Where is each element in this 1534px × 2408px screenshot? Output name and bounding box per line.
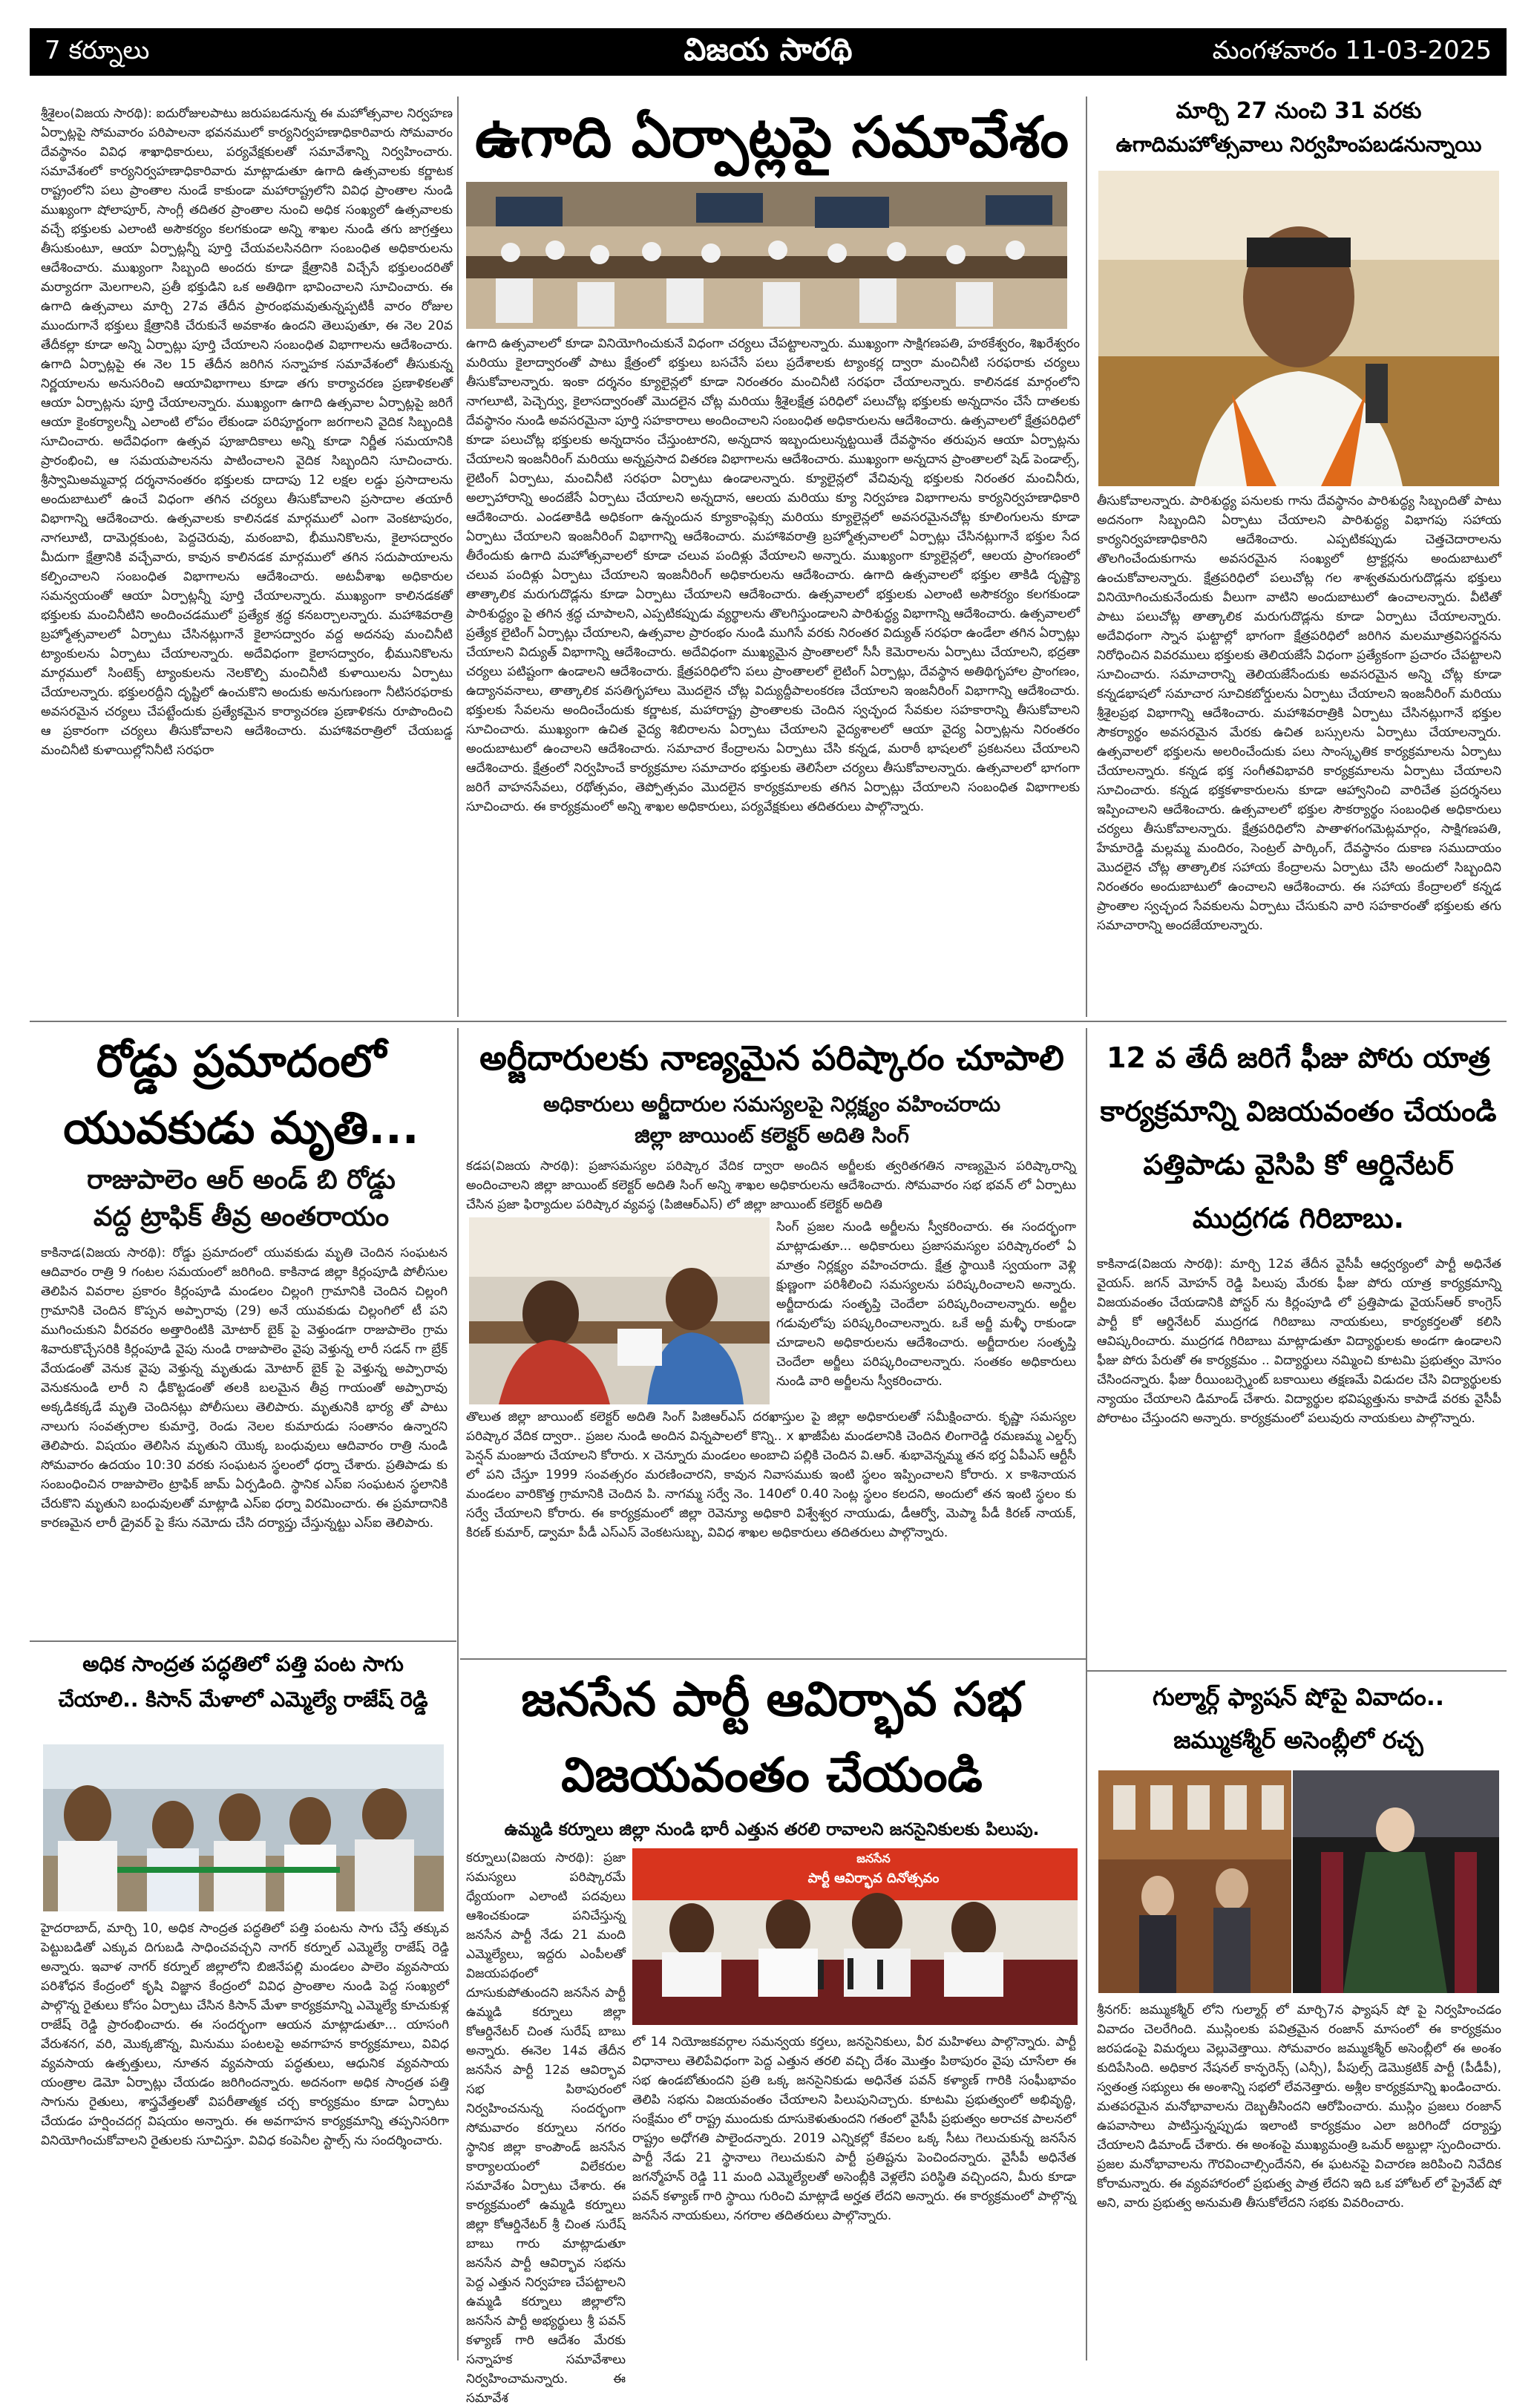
column-divider [1086, 96, 1087, 1017]
road-headline-2: యువకుడు మృతి... [63, 1102, 419, 1154]
padayatra-headline-2: కార్యక్రమాన్ని విజయవంతం చేయండి [1100, 1095, 1497, 1128]
janasena-column-2: లో 14 నియోజకవర్గాల సమన్వయ కర్తలు, జనసైనికులు, వీర మహిళలు పాల్గొన్నారు. పార్టీ విధానాలు తెలిపేవిధంగా పెద్ద ఎత్తున తరలి వచ్చి దేశం మొత్తం పిఠాపురం వైపు చూసేలా ఈ సభ ఉండబోతుందని ప్రతి ఒక్క జనసైనికుడు అధినేత పవన్ కళ్యాణ్ గారికి సంఘీభావం తెలిపి సభను విజయవంతం చేయాలని పిలుపునిచ్చారు. కూటమి ప్రభుత్వంలో అభివృద్ధి, సంక్షేమం లో రాష్ట్ర ముందుకు దూసుకెళుతుందని గతంలో వైసీపీ ప్రభుత్వం అరాచక పాలనలో రాష్ట్రం అధోగతి పాలైందన్నారు. 2019 ఎన్నికల్లో కేవలం ఒక్క సీటు గెలుచుకున్న జనసేన పార్టీ నేడు 21 స్థానాలు గెలుచుకుని పార్టీ ప్రతిష్టను పెంచిందన్నారు. వైసీపీ అధినేత జగన్మోహన్ రెడ్డి 11 మంది ఎమ్మెల్యేలతో అసెంబ్లీకి వెళ్లలేని పరిస్థితి వచ్చిందని, మీరు కూడా పవన్ కళ్యాణ్ గారి స్థాయి గురించి మాట్లాడే అర్హత లేదని అన్నారు. ఈ కార్యక్రమంలో పాల్గొన్న జనసేన నాయకులు, నగరాల తదితరులు పాల్గొన్నారు. [632, 2035, 1076, 2223]
masthead-title: విజయ సారథి [684, 31, 853, 68]
padayatra-body: కాకినాడ(విజయ సారథి): మార్చి 12వ తేదీన వైసీపీ ఆధ్వర్యంలో పార్టీ అధినేత వైయస్. జగన్ మోహన్ రెడ్డి పిలుపు మేరకు ఫీజు పోరు యాత్ర కార్యక్రమాన్ని విజయవంతం చేయడానికి పోస్టర్ ను కిర్లంపూడి లో ప్రత్తిపాడు వైయస్ఆర్ కాంగ్రెస్ పార్టీ కో ఆర్డినేటర్ ముద్రగడ గిరిబాబు నాయకులు, కార్యకర్తలతో కలిసి ఆవిష్కరించారు. ముద్రగడ గిరిబాబు మాట్లాడుతూ విద్యార్థులకు అండగా ఉండాలని ఫీజు పోరు పేరుతో ఈ కార్యక్రమం .. విద్యార్థులు నమ్మించి కూటమి ప్రభుత్వం మోసం చేసిందన్నారు. ఫీజు రీయింబర్స్మెంట్ బకాయిలు తక్షణమే విడుదల చేసి విద్యార్థులకు న్యాయం చేయాలని డిమాండ్ చేశారు. విద్యార్థుల భవిష్యత్తును కాపాడే వరకు వైసీపీ పోరాటం చేస్తుందని అన్నారు. కార్యక్రమంలో పలువురు నాయకులు పాల్గొన్నారు. [1097, 1257, 1501, 1426]
section-divider [30, 1640, 456, 1642]
ugadi-subhead-2: ఉగాదిమహోత్సవాలు నిర్వహింపబడనున్నాయి [1115, 132, 1482, 157]
grievance-body-top: కడప(విజయ సారథి): ప్రజాసమస్యల పరిష్కార వేదిక ద్వారా అందిన అర్జీలకు త్వరితగతిన నాణ్యమైన పరిష్కారాన్ని అందించాలని జిల్లా జాయింట్ కలెక్టర్ అదితి సింగ్ అన్ని శాఖల అధికారులను ఆదేశించారు. సోమవారం సభ భవన్ లో ఏర్పాటు చేసిన ప్రజా ఫిర్యాదుల పరిష్కార వ్యవస్థ (పిజిఆర్ఎస్) లో జిల్లా జాయింట్ కలెక్టర్ అదితి [466, 1159, 1076, 1212]
column-divider [1086, 1028, 1087, 2360]
grievance-subhead-1: అధికారులు అర్జీదారుల సమస్యలపై నిర్లక్ష్యం వహించరాదు [543, 1092, 1001, 1116]
column-divider [457, 96, 459, 1017]
section-divider [1087, 1670, 1507, 1672]
farm-headline-1: అధిక సాంద్రత పద్ధతిలో పత్తి పంట సాగు [82, 1652, 404, 1676]
banner-subtitle: పార్టీ ఆవిర్భావ దినోత్సవం [807, 1871, 940, 1886]
farm-body: హైదరాబాద్, మార్చి 10, అధిక సాంద్రత పద్ధతిలో పత్తి పంటను సాగు చేస్తే తక్కువ పెట్టుబడితో ఎక్కువ దిగుబడి సాధించవచ్చని నాగర్ కర్నూల్ ఎమ్మెల్యే రాజేష్ రెడ్డి అన్నారు. ఇవాళ నాగర్ కర్నూల్ జిల్లాలోని బిజినేపల్లి మండలం పాలెం వ్యవసాయ పరిశోధన కేంద్రంలో కృషి విజ్ఞాన కేంద్రంలో వివిధ ప్రాంతాల నుండి పెద్ద సంఖ్యలో పాల్గొన్న రైతులు కోసం ఏర్పాటు చేసిన కిసాన్ మేళా కార్యక్రమాన్ని ఎమ్మెల్యే కూచుకుళ్ల రాజేష్ రెడ్డి ప్రారంభించారు. ఈ సందర్భంగా ఆయన మాట్లాడుతూ... యాసంగి వేరుశనగ, వరి, మొక్కజొన్న, మినుము పంటలపై అవగాహన కార్యక్రమాలు, వివిధ వ్యవసాయ ఉత్పత్తులు, నూతన వ్యవసాయ పద్ధతులు, ఆధునిక వ్యవసాయ యంత్రాల డెమో ఏర్పాట్లు చేయడం జరిగిందన్నారు. అదనంగా అధిక సాంద్రత పత్తి సాగును రైతులు, శాస్త్రవేత్తలతో విపరీతాత్మక చర్చ కార్యక్రమం కూడా ఏర్పాటు చేయడం హర్షించదగ్గ విషయం అన్నారు. ఈ అవగాహన కార్యక్రమాన్ని తప్పనిసరిగా వినియోగించుకోవాలని రైతులకు సూచిస్తూ. వివిధ కంపెనీల స్టాల్స్ ను సందర్శించారు. [41, 1921, 449, 2148]
banner-label: జనసేన [856, 1851, 891, 1865]
grievance-subhead-2: జిల్లా జాయింట్ కలెక్టర్ అదితి సింగ్ [635, 1123, 909, 1148]
gulmarg-body: శ్రీనగర్: జమ్ముకశ్మీర్ లోని గుల్మార్గ్ లో మార్చి7న ఫ్యాషన్ షో పై నిర్వహించడం వివాదం చెలరేగింది. ముస్లింలకు పవిత్రమైన రంజాన్ మాసంలో ఈ కార్యక్రమం జరపడంపై విమర్శలు వెల్లువెత్తాయి. సోమవారం జమ్ముకశ్మీర్ అసెంబ్లీలో ఈ అంశం కుదిపేసింది. అధికార నేషనల్ కాన్ఫరెన్స్ (ఎన్సీ), పీపుల్స్ డెమొక్రటిక్ పార్టీ (పీడీపీ), స్వతంత్ర సభ్యులు ఈ అంశాన్ని సభలో లేవనెత్తారు. అశ్లీల కార్యక్రమాన్ని ఖండించారు. మతపరమైన మనోభావాలను దెబ్బతీసిందని ఆరోపించారు. ముస్లిం ప్రజలు రంజాన్ ఉపవాసాలు పాటిస్తున్నప్పుడు ఇలాంటి కార్యక్రమం ఎలా జరిగిందో దర్యాప్తు చేయాలని డిమాండ్ చేశారు. ఈ అంశంపై ముఖ్యమంత్రి ఒమర్ అబ్దుల్లా స్పందించారు. ప్రజల మనోభావాలను గౌరవించాల్సిందేనని, ఈ ఘటనపై విచారణ జరిపించి నివేదిక కోరామన్నారు. ఈ వ్యవహారంలో ప్రభుత్వ పాత్ర లేదని ఇది ఒక హోటల్ లో ప్రైవేట్ షో అని, వారు ప్రభుత్వ అనుమతి తీసుకోలేదని సభకు వివరించారు. [1097, 2003, 1501, 2211]
janasena-headline-2: విజయవంతం చేయండి [561, 1748, 983, 1803]
masthead-bar [30, 28, 1507, 76]
ugadi-column-1: శ్రీశైలం(విజయ సారథి): ఐదురోజులపాటు జరుపబడనున్న ఈ మహోత్సవాల నిర్వహణ ఏర్పాట్లపై సోమవారం పరిపాలనా భవనములో కార్యనిర్వహణాధికారివారు సోమవారం దేవస్థానం వివిధ శాఖాధికారులు, పర్యవేక్షకులతో సమావేశాన్ని నిర్వహించారు. సమావేశంలో కార్యనిర్వహణాధికారివారు మాట్లాడుతూ ఉగాది ఉత్సవాలకు కర్ణాటక రాష్ట్రంలోని పలు ప్రాంతాల నుండే కాకుండా మహారాష్ట్రలోని వివిధ ప్రాంతాల నుండి ముఖ్యంగా షోలాపూర్, సాంగ్లీ తదితర ప్రాంతాల నుంచి అధిక సంఖ్యలో ఉత్సవాలకు వచ్చే భక్తులకు ఎలాంటి అసౌకర్యం కలగకుండా అన్ని శాఖల నుండి తగు జాగ్రత్తలు తీసుకుంటూ, ఆయా ఏర్పాట్లన్నీ పూర్తి చేయవలసినదిగా సంబంధిత అధికారులను ఆదేశించారు. ముఖ్యంగా సిబ్బంది అందరు కూడా క్షేత్రానికి విచ్చేసే భక్తులందరితో మర్యాదగా మెలగాలని, ప్రతీ భక్తుడిని ఒక అతిథిగా భావించాలని సూచించారు. ఈ ఉగాది ఉత్సవాలు మార్చి 27వ తేదీన ప్రారంభమవుతున్నప్పటికీ వారం రోజుల ముందుగానే భక్తులు క్షేత్రానికి చేరుకునే అవకాశం ఉందని తెలుపుతూ, ఈ నెల 20వ తేదీకల్లా కూడా అన్ని ఏర్పాట్లు పూర్తి చేయాలని సంబంధిత విభాగాలను ఆదేశించారు. ఉగాది ఏర్పాట్లపై ఈ నెల 15 తేదీన జరిగిన సన్నాహక సమావేశంలో తీసుకున్న నిర్ణయాలను అనుసరించి ఆయావిభాగాలు కూడా తగు కార్యాచరణ ప్రణాళికలతో ఆయా ఏర్పాట్లను పూర్తి చేయాలన్నారు. ముఖ్యంగా ఉగాది ఉత్సవాల ఏర్పాట్లపై జరిగే ఆయా కైంకర్యాలన్నీ ఎలాంటి లోపం లేకుండా పరిపూర్ణంగా జరగాలని వైదిక సిబ్బందికి సూచించారు. అదేవిధంగా ఉత్సవ పూజాదికాలు అన్ని కూడా నిర్ణీత సమయానికి ప్రారంభించి, ఆ సమయపాలనను పాటించాలని వైదిక సిబ్బందిని సూచించారు. శ్రీస్వామిఅమ్మవార్ల దర్శనానంతరం భక్తులకు దాదాపు 12 లక్షల లడ్డు ప్రసాదాలను అందుబాటులో ఉంచే విధంగా తగిన చర్యలు తీసుకోవాలని ప్రసాదాల తయారీ విభాగాన్ని ఆదేశించారు. ఉత్సవాలకు కాలినడక మార్గములో ఎంగా వెంకటాపురం, నాగలూటి, దామెర్లకుంట, పెద్దచెరువు, మఠంబావి, భీమునికొలను, కైలాసద్వారం మీదుగా క్షేత్రానికి వచ్చేవారు, కావున కాలినడక మార్గములో తగిన సదుపాయాలను కల్పించాలని సంబంధిత విభాగాలను ఆదేశించారు. అటవీశాఖ అధికారుల సమన్వయంతో ఆయా ఏర్పాట్లన్నీ పూర్తి చేయాలన్నారు. ముఖ్యంగా కాలినడకతో భక్తులకు మంచినీటిని అందించడములో ప్రత్యేక శ్రద్ధ కనబర్చాలన్నారు. మహాశివరాత్రి బ్రహ్మోత్సవాలలో ఏర్పాటు చేసినట్లుగానే కైలాసద్వారం వద్ద అదనపు మంచినీటి ట్యాంకులను ఏర్పాటు చేయాలన్నారు. అదేవిధంగా కైలాసద్వారం, భీమునికొలను మార్గములో సింటెక్స్ ట్యాంకులను నెలకొల్పి మంచినీటి కుళాయిలను ఏర్పాటు చేయాలన్నారు. భక్తులరద్దీని దృష్టిలో ఉంచుకొని అందుకు అనుగుణంగా నీటిసరఫరాకు అవసరమైన చర్యలు చేపట్టేందుకు ప్రత్యేకమైన కార్యాచరణ ప్రణాళికను రూపొందించి ఆ ప్రకారంగా చర్యలు తీసుకోవాలని ఆదేశించారు. మహాశివరాత్రిలో చేయబడ్డ మంచినీటి కుళాయిల్లోనినీటి సరఫరా [41, 106, 453, 758]
padayatra-headline-4: ముద్రగడ గిరిబాబు. [1192, 1202, 1405, 1234]
road-body: కాకినాడ(విజయ సారథి): రోడ్డు ప్రమాదంలో యువకుడు మృతి చెందిన సంఘటన ఆదివారం రాత్రి 9 గంటల సమయంలో జరిగింది. కాకినాడ జిల్లా కిర్లంపూడి పోలీసుల తెలిపిన వివరాల ప్రకారం కిర్లంపూడి మండలం చిల్లంగి గ్రామానికి చెందిన చిల్లంగి గ్రామానికి చెందిన కొప్పన అప్పారావు (29) అనే యువకుడు చిల్లంగిలో టీ పని ముగించుకుని వీరవరం అత్తారింటికి మోటార్ బైక్ పై వెళ్తుండగా రాజుపాలెం గ్రామ శివారుకొచ్చేసరికి కిర్లంపూడి వైపు నుండి రాజుపాలెం వైపు వెళ్తున్న లారీ సడన్ గా బ్రేక్ వేయడంతో వెనుక వైపు వెళ్తున్న మృతుడు మోటార్ బైక్ పై వెళ్తున్న అప్పారావు వెనుకనుండి లారీ ని ఢీకొట్టడంతో తలకి బలమైన తీవ్ర గాయంతో అప్పారావు అక్కడికక్కడే మృతి చెందినట్లు పోలీసులు తెలిపారు. మృతునికి భార్య తో పాటు నాలుగు సంవత్సరాల కుమార్తె, రెండు నెలల కుమారుడు సంతానం ఉన్నారని తెలిపారు. విషయం తెలిసిన మృతుని యొక్క బంధువులు ఆదివారం రాత్రి నుండి సోమవారం ఉదయం 10:30 వరకు సంఘటన స్థలంలో ధర్నా చేశారు. ప్రతిపాడు కు సంబంధించిన రాజుపాలెం ట్రాఫిక్ జామ్ ఏర్పడింది. స్థానిక ఎస్ఐ సంఘటన స్థలానికి చేరుకొని మృతుని బంధువులతో మాట్లాడి ఎస్ఐ ధర్నా విరమించారు. ఈ ప్రమాదానికి కారణమైన లారీ డ్రైవర్ పై కేసు నమోదు చేసి దర్యాప్తు చేస్తున్నట్టు ఎస్ఐ తెలిపారు. [41, 1246, 448, 1531]
grievance-meeting-photo [469, 1217, 770, 1404]
gulmarg-headline-1: గుల్మార్గ్ ఫ్యాషన్ షోపై వివాదం.. [1152, 1683, 1445, 1711]
ribbon-cutting-photo [43, 1744, 444, 1911]
grievance-body-bottom: తొలుత జిల్లా జాయింట్ కలెక్టర్ అదితి సింగ్ పిజిఆర్ఎస్ దరఖాస్తుల పై జిల్లా అధికారులతో సమీక్షించారు. కృష్ణా సమస్యల పరిష్కార వేదిక ద్వారా.. ప్రజల నుండి అందిన విన్నపాలలో కొన్ని.. x ఖాజీపేట మండలానికి చెందిన లింగారెడ్డి రమణమ్మ ఎల్డర్స్ పెన్షన్ మంజూరు చేయాలని కోరారు. x చెన్నూరు మండలం అంబాచి పల్లికి చెందిన వి.ఆర్. శుభావెన్నమ్మ తన భర్త ఏపీఎస్ ఆర్టీసీ లో పని చేస్తూ 1999 సంవత్సరం మరణించారని, కావున నివాసముకు ఇంటి స్థలం ఇప్పించాలని కోరారు. x కాశినాయన మండలం వారికొత్త గ్రామానికి చెందిన పి. నాగమ్మ సర్వే నెం. 140లో 0.40 సెంట్ల స్థలం కలదని, అందులో తన ఇంటి స్థలం కు సర్వే చేయాలని కోరారు. ఈ కార్యక్రమంలో జిల్లా రెవెన్యూ అధికారి విశ్వేశ్వర నాయుడు, డీఆర్వో, మెప్మా పీడీ కిరణ్ నాయక్, కిరణ్ కుమార్, డ్వామా పీడీ ఎస్ఎస్ వెంకటసుబ్బ, వివిధ శాఖల అధికారులు తదితరులు పాల్గొన్నారు. [466, 1410, 1076, 1540]
road-subhead-2: వద్ద ట్రాఫిక్ తీవ్ర అంతరాయం [93, 1202, 390, 1232]
ugadi-headline: ఉగాది ఏర్పాట్లపై సమావేశం [474, 104, 1069, 170]
gulmarg-headline-2: జమ్ముకశ్మీర్ అసెంబ్లీలో రచ్చ [1173, 1726, 1423, 1754]
press-meet-photo [632, 1848, 1078, 2025]
meeting-hall-photo [466, 182, 1067, 329]
page-label: 7 కర్నూలు [45, 36, 150, 65]
janasena-column-1: కర్నూలు(విజయ సారథి): ప్రజా సమస్యలు పరిష్కారమే ధ్యేయంగా ఎలాంటి పదవులు ఆశించకుండా పనిచేస్తున్న జనసేన పార్టీ నేడు 21 మంది ఎమ్మెల్యేలు, ఇద్దరు ఎంపీలతో విజయపథంలో దూసుకుపోతుందని జనసేన పార్టీ ఉమ్మడి కర్నూలు జిల్లా కోఆర్డినేటర్ చింత సురేష్ బాబు అన్నారు. ఈనెల 14వ తేదీన జనసేన పార్టీ 12వ ఆవిర్భావ సభ పిఠాపురంలో నిర్వహించనున్న సందర్భంగా సోమవారం కర్నూలు నగరం స్థానిక జిల్లా కాంపౌండ్ జనసేన కార్యాలయంలో విలేకరుల సమావేశం ఏర్పాటు చేశారు. ఈ కార్యక్రమంలో ఉమ్మడి కర్నూలు జిల్లా కోఆర్డినేటర్ శ్రీ చింత సురేష్ బాబు గారు మాట్లాడుతూ జనసేన పార్టీ ఆవిర్భావ సభను పెద్ద ఎత్తున నిర్వహణ చేపట్టాలని ఉమ్మడి కర్నూలు జిల్లాలోని జనసేన పార్టీ అభ్యర్థులు శ్రీ పవన్ కళ్యాణ్ గారి ఆదేశం మేరకు సన్నాహక సమావేశాలు నిర్వహించామన్నారు. ఈ సమావేశ [466, 1851, 626, 2406]
ugadi-subhead-1: మార్చి 27 నుంచి 31 వరకు [1176, 98, 1422, 124]
janasena-subhead: ఉమ్మడి కర్నూలు జిల్లా నుండి భారీ ఎత్తున తరలి రావాలని జనసైనికులకు పిలుపు. [504, 1820, 1040, 1839]
janasena-headline-1: జనసేన పార్టీ ఆవిర్భావ సభ [521, 1672, 1023, 1727]
column-divider [457, 1028, 459, 2360]
road-headline-1: రోడ్డు ప్రమాదంలో [96, 1035, 387, 1087]
speaker-portrait-photo [1098, 171, 1499, 486]
padayatra-headline-3: పత్తిపాడు వైసిపి కో ఆర్డినేటర్ [1143, 1148, 1454, 1181]
ugadi-column-2: ఉగాది ఉత్సవాలలో కూడా వినియోగించుకునే విధంగా చర్యలు చేపట్టాలన్నారు. ముఖ్యంగా సాక్షిగణపతి, హఠకేశ్వరం, శిఖరేశ్వరం మరియు కైలాద్వారంతో పాటు క్షేత్రంలో భక్తులు బసచేసే పలు ప్రదేశాలకు ట్యాంకర్ల ద్వారా మంచినీటి సరఫరాకు చర్యలు తీసుకోవాలన్నారు. ఇంకా దర్శనం క్యూలైన్లలో కూడా నిరంతరం మంచినీటి సరఫరా చేయాలన్నారు. కాలినడక మార్గంలోని నాగలూటి, పెచ్చెర్వు, కైలాసద్వారంతో మొదలైన చోట్ల మరియు శ్రీశైలక్షేత్ర పరిధిలో పలుచోట్ల భక్తులకు అన్నదానం చేసే దాతలకు దేవస్థానం నుండి అవసరమైనా పూర్తి సహకారాలు అందించాలని సంబంధిత అధికారులను ఆదేశించారు. ఉత్సవాలలో క్షేత్రపరిధిలో కూడా పలుచోట్ల భక్తులకు అన్నదానం చేస్తుంటారని, అన్నదాన ఇబ్బందులున్నట్టయితే దేవస్థానం తరుపున ఆయా ఏర్పాట్లను చేయాలని ఇంజనీరింగ్ మరియు అన్నప్రసాద వితరణ విభాగాలను ఆదేశించారు. ముఖ్యంగా అన్నదాన ప్రాంతాలలో షెడ్ పెండాల్స్, లైటింగ్ ఏర్పాటు, మంచినీటి సరఫరా ఏర్పాటు ఉండాలన్నారు. క్యూలైన్లలో వేచివున్న భక్తులకు నిరంతర మంచినీరు, అల్పాహారాన్ని అందజేసే ఏర్పాటు చేయాలని అన్నదాన, ఆలయ మరియు క్యూ నిర్వహణ విభాగాలను కార్యనిర్వహణాధికారి ఆదేశించారు. ఎండతాకిడి అధికంగా ఉన్నందున క్యూకాంప్లెక్సు మరియు క్యూలైన్లలో అవసరమైనచోట్ల కూలింగులను కూడా ఏర్పాటు చేయాలని ఇంజనీరింగ్ విభాగాన్ని ఆదేశించారు. మహాశివరాత్రి బ్రహ్మోత్సవాలలో ఏర్పాట్లు చేసినట్లుగానే భక్తుల సేద తీరేందుకు ఉగాది మహోత్సవాలలో కూడా చలువ పందిళ్లు వేయాలని అన్నారు. ముఖ్యంగా క్యూలైన్లలో, ఆలయ ప్రాంగణంలో చలువ పందిళ్లు ఏర్పాటు చేయాలని ఇంజనీరింగ్ అధికారులను ఆదేశించారు. ఉగాది ఉత్సవాలలో భక్తుల తాకిడి దృష్ట్యా తాత్కాలిక మరుగుదొడ్లను కూడా ఏర్పాటు చేయాలని ఆదేశించారు. ఉత్సవాలలో భక్తులకు ఎలాంటి అసౌకర్యం కలగకుండా పారిశుద్ధ్యం పై తగిన శ్రద్ధ చూపాలని, ఎప్పటికప్పుడు వ్యర్థాలను తొలగిస్తుండాలని పారిశుద్ధ్య విభాగాన్ని ఆదేశించారు. ఉత్సవాలలో ప్రత్యేక లైటింగ్ ఏర్పాట్లు చేయాలని, ఉత్సవాల ప్రారంభం నుండి ముగిసే వరకు నిరంతర విద్యుత్ సరఫరా ఉండేలా తగిన ఏర్పాట్లు చేయాలని విద్యుత్ విభాగాన్ని ఆదేశించారు. అదేవిధంగా ముఖ్యమైన ప్రాంతాలలో సీసీ కెమెరాలను ఏర్పాటు చేయాలని, భద్రతా చర్యలు పటిష్టంగా ఉండాలని ఆదేశించారు. క్షేత్రపరిధిలోని పలు ప్రాంతాలలో లైటింగ్ ఏర్పాట్లు, దేవస్థాన అతిథిగృహాల ప్రాంగణం, ఉద్యానవనాలు, తాత్కాలిక వసతిగృహాలు మొదలైన చోట్ల విద్యుద్దీపాలంకరణ చేయాలని ఇంజనీరింగ్ విభాగాన్ని ఆదేశించారు. భక్తులకు సేవలను అందించేందుకు కర్ణాటక, మహారాష్ట్ర ప్రాంతాలకు చెందిన స్వచ్ఛంద సేవకుల సహకారాన్ని తీసుకోవాలని సూచించారు. ముఖ్యంగా ఉచిత వైద్య శిబిరాలను ఏర్పాటు చేయాలని వైద్యశాలలో ఆయా వైద్య ఏర్పాట్లను నిరంతరం అందుబాటులో ఉంచాలని ఆదేశించారు. సమాచార కేంద్రాలను ఏర్పాటు చేసి కన్నడ, మరాఠీ భాషలలో ప్రకటనలు చేయాలని ఆదేశించారు. క్షేత్రంలో నిర్వహించే కార్యక్రమాల సమాచారం భక్తులకు తెలిసేలా చర్యలు తీసుకోవాలన్నారు. ఉత్సవాలలో భాగంగా జరిగే వాహనసేవలు, రథోత్సవం, తెప్పోత్సవం మొదలైన కార్యక్రమాలకు తగిన ఏర్పాట్లు చేయాలని సంబంధిత విభాగాలకు సూచించారు. ఈ కార్యక్రమంలో అన్ని శాఖల అధికారులు, పర్యవేక్షకులు తదితరులు పాల్గొన్నారు. [466, 336, 1080, 814]
section-divider [460, 1658, 1086, 1660]
padayatra-headline-1: 12 వ తేదీ జరిగే ఫీజు పోరు యాత్ర [1107, 1041, 1490, 1074]
grievance-body-right: సింగ్ ప్రజల నుండి అర్జీలను స్వీకరించారు. ఈ సందర్భంగా మాట్లాడుతూ... అధికారులు ప్రజాసమస్యల పరిష్కారంలో ఏ మాత్రం నిర్లక్ష్యం వహించరాదు. క్షేత్ర స్థాయికి స్వయంగా వెళ్లి క్షుణ్ణంగా పరిశీలించి సమస్యలను పరిష్కరించాలని అన్నారు. అర్జీదారుడు సంతృప్తి చెందేలా పరిష్కరించాలన్నారు. అర్జీల గడువులోపు పరిష్కరించాలన్నారు. ఒకే అర్జీ మళ్ళీ రాకుండా చూడాలని అధికారులను ఆదేశించారు. అర్జీదారుల సంతృప్తి చెందేలా అర్జీలు పరిష్కరించాలన్నారు. సంతకం అధికారులు నుండి వారి అర్జీలను స్వీకరించారు. [776, 1220, 1076, 1389]
road-subhead-1: రాజుపాలెం ఆర్ అండ్ బి రోడ్డు [87, 1165, 396, 1195]
assembly-and-fashion-photo [1098, 1770, 1499, 1993]
farm-headline-2: చేయాలి.. కిసాన్ మేళాలో ఎమ్మెల్యే రాజేష్ రెడ్డి [58, 1687, 428, 1712]
issue-date: మంగళవారం 11-03-2025 [1212, 36, 1492, 65]
ugadi-column-3: తీసుకోవాలన్నారు. పారిశుద్ధ్య పనులకు గాను దేవస్థానం పారిశుద్ధ్య సిబ్బందితో పాటు అదనంగా సిబ్బందిని ఏర్పాటు చేయాలని పారిశుద్ధ్య విభాగపు సహాయ కార్యనిర్వహణాధికారిని ఆదేశించారు. ఎప్పటికప్పుడు చెత్తచెదారాలను తొలగించేందుకుగాను అవసరమైన సంఖ్యలో ట్రాక్టర్లను అందుబాటులో ఉంచుకోవాలన్నారు. క్షేత్రపరిధిలో పలుచోట్ల గల శాశ్వతమరుగుదొడ్లను భక్తులు వినియోగించుకునేందుకు వీలుగా వాటిని అందుబాటులో ఉంచాలన్నారు. వీటితో పాటు పలుచోట్ల తాత్కాలిక మరుగుదొడ్లను కూడా ఏర్పాటు చేయాలన్నారు. అదేవిధంగా స్నాన ఘట్టాల్లో భాగంగా క్షేత్రపరిధిలో జరిగిన మలమూత్రవిసర్జనను నిరోధించిన వివరములు భక్తులకు తెలియజేసే విధంగా ప్రత్యేకంగా ప్రచారం చేపట్టాలని సూచించారు. సమాచారాన్ని తెలియజేసేందుకు అవసరమైన అన్ని చోట్ల కూడా కన్నడభాషలో సమాచార సూచికబోర్డులను ఏర్పాటు చేయాలని ఇంజనీరింగ్ మరియు శ్రీశైలప్రభ విభాగాన్ని ఆదేశించారు. మహాశివరాత్రికి ఏర్పాటు చేసినట్లుగానే భక్తుల సౌకర్యార్థం అవసరమైన మేరకు ఉచిత బస్సులను ఏర్పాటు చేయాలన్నారు. ఉత్సవాలలో భక్తులను అలరించేందుకు పలు సాంస్కృతిక కార్యక్రమాలను ఏర్పాటు చేయాలన్నారు. కన్నడ భక్త సంగీతవిభావరి కార్యక్రమాలను ఏర్పాటు చేయాలని సూచించారు. కన్నడ భక్తకళాకారులను కూడా ఆహ్వానించి వారిచేత ప్రదర్శనలు ఇప్పించాలని ఆదేశించారు. ఉత్సవాలలో భక్తుల సౌకర్యార్థం సంబంధిత అధికారులు చర్యలు తీసుకోవాలన్నారు. క్షేత్రపరిధిలోని పాతాళగంగమెట్లమార్గం, సాక్షిగణపతి, హేమారెడ్డి మల్లమ్మ మందిరం, సెంట్రల్ పార్కింగ్, దేవస్థానం దుకాణ సముదాయం మొదలైన చోట్ల తాత్కాలిక సహాయ కేంద్రాలను ఏర్పాటు చేసి అందులో సిబ్బందిని నిరంతరం అందుబాటులో ఉంచాలని ఆదేశించారు. ఈ సహాయ కేంద్రాలలో కన్నడ ప్రాంతాల స్వచ్ఛంద సేవకులను ఏర్పాటు చేసుకుని వారి సహకారంతో భక్తులకు తగు సమాచారాన్ని అందజేయాలన్నారు. [1097, 494, 1501, 933]
grievance-headline: అర్జీదారులకు నాణ్యమైన పరిష్కారం చూపాలి [479, 1038, 1064, 1078]
section-divider [30, 1021, 1507, 1022]
